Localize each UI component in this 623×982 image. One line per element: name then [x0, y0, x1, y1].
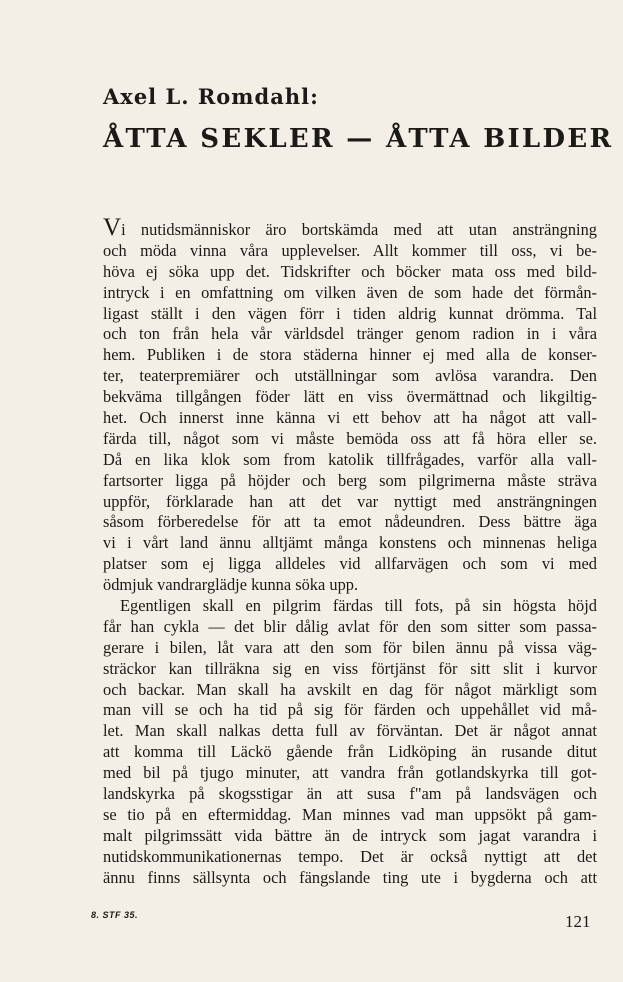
text-line: ödmjuk vandrarglädje kunna söka upp.	[103, 575, 359, 595]
text-line: höva ej söka upp det. Tidskrifter och böcker mata oss med bild-	[103, 261, 597, 281]
printer-signature: 8. STF 35.	[91, 910, 139, 920]
text-line: uppför, förklarade han att det var nyttigt med ansträngningen	[103, 491, 597, 511]
text-line: Då en lika klok som from katolik tillfrågades, varför alla vall-	[103, 449, 597, 469]
text-line: let. Man skall nalkas detta full av förväntan. Det är något annat	[103, 721, 597, 741]
first-line-text: i nutidsmänniskor äro bortskämda med att utan ansträngning	[121, 220, 597, 239]
text-line: vi i vårt land ännu alltjämt många konstens och minnenas heliga	[103, 533, 597, 553]
text-line: färda till, något som vi måste bemöda oss att få höra eller se.	[103, 428, 597, 448]
text-line: platser som ej ligga alldeles vid allfarvägen och som vi med	[103, 554, 597, 574]
drop-cap: V	[103, 214, 122, 241]
text-line: hem. Publiken i de stora städerna hinner ej med alla de konser-	[103, 345, 597, 365]
article-body	[103, 214, 597, 889]
text-line: såsom förberedelse för att ta emot nådeundren. Dess bättre äga	[103, 512, 597, 532]
text-line: och ton från hela vår världsdel tränger genom radion in i våra	[103, 324, 597, 344]
text-line: intryck i en omfattning om vilken även de som hade det förmån-	[103, 282, 597, 302]
text-line: fartsorter ligga på höjder och berg som pilgrimerna måste sträva	[103, 470, 597, 490]
text-line: nutidskommunikationernas tempo. Det är också nyttigt att det	[103, 846, 597, 866]
text-line: man vill se och ha tid på sig för färden och uppehållet vid må-	[103, 700, 597, 720]
text-line: ter, teaterpremiärer och utställningar som avlösa varandra. Den	[103, 366, 597, 386]
article-title: ÅTTA SEKLER — ÅTTA BILDER	[103, 124, 614, 154]
text-line: med bil på tjugo minuter, att vandra från gotlandskyrka till got-	[103, 763, 597, 783]
text-line: och möda vinna våra upplevelser. Allt kommer till oss, vi be-	[103, 240, 597, 260]
text-line: se tio på en eftermiddag. Man minnes vad man uppsökt på gam-	[103, 804, 597, 824]
text-line: får han cykla — det blir dålig avlat för den som sitter som passa-	[103, 616, 597, 636]
text-line: sträckor kan tillräkna sig en viss förtjänst för sitt slit i kurvor	[103, 658, 597, 678]
text-line: ligast ställt i den vägen förr i tiden aldrig kunnat drömma. Tal	[103, 303, 597, 323]
page-number: 121	[565, 912, 591, 931]
text-line: ännu finns sällsynta och fängslande ting ute i bygderna och att	[103, 867, 597, 887]
text-line: Egentligen skall en pilgrim färdas till fots, på sin högsta höjd	[120, 596, 597, 616]
text-line	[103, 214, 597, 241]
text-line: gerare i bilen, låt vara att den som för bilen ännu på vissa väg-	[103, 637, 597, 657]
text-line: och backar. Man skall ha avskilt en dag för något märkligt som	[103, 679, 597, 699]
text-line: att komma till Läckö gående från Lidköping än rusande ditut	[103, 742, 597, 762]
text-line: het. Och innerst inne känna vi ett behov att ha något att vall-	[103, 408, 597, 428]
text-line: landskyrka på skogsstigar än att susa f"am på landsvägen och	[103, 784, 597, 804]
author-name: Axel L. Romdahl:	[103, 84, 319, 109]
text-line: bekväma tillgången föder lätt en viss övermättnad och likgiltig-	[103, 387, 597, 407]
text-line: malt pilgrimssätt vida bättre än de intryck som jagat varandra i	[103, 825, 597, 845]
